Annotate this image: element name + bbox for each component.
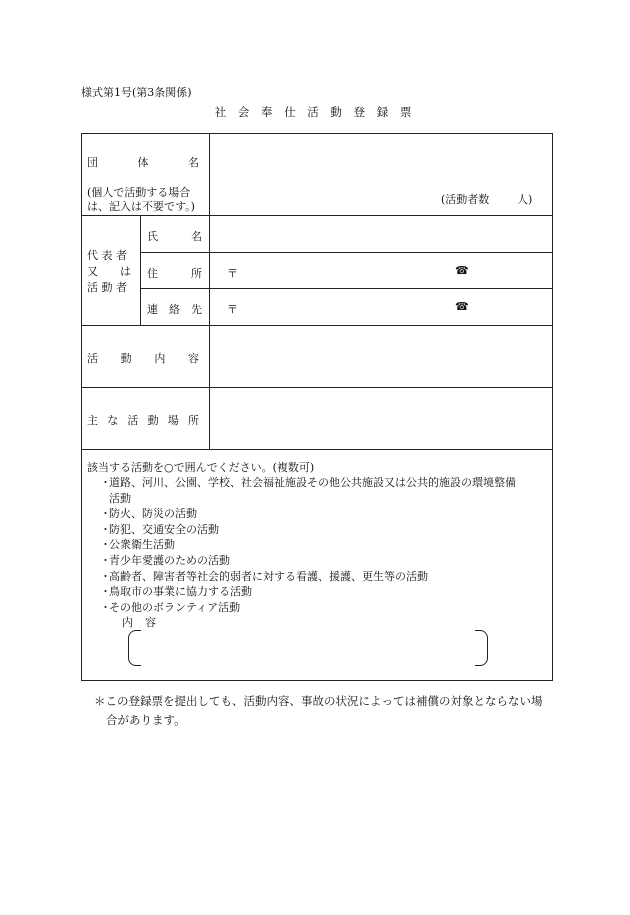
group-name-label: 団 体 名 (87, 156, 199, 169)
activity-content-label: 活 動 内 容 (87, 352, 199, 365)
rule-rep-subcolumn (140, 215, 141, 325)
rep-contact-label: 連 絡 先 (147, 303, 202, 316)
activities-list (100, 475, 516, 615)
postal-mark-contact: 〒 (227, 303, 238, 316)
list-item: ・ 高齢者、障害者等社会的弱者に対する看護、援護、更生等の活動 (100, 569, 428, 583)
rule-address-bottom (140, 288, 553, 289)
member-count-label: (活動者数 (441, 193, 490, 206)
list-item: ・ その他のボランティア活動 (100, 600, 241, 614)
rule-place-bottom (81, 449, 553, 450)
other-content-bracket-right (475, 630, 488, 666)
rep-address-label: 住 所 (147, 267, 202, 280)
member-count-unit: 人) (517, 193, 533, 206)
form-number: 様式第1号(第3条関係) (81, 86, 192, 99)
group-hint-line1: (個人で活動する場合 (87, 186, 191, 199)
list-item: ・ 道路、河川、公園、学校、社会福祉施設その他公共施設又は公共的施設の環境整備 (100, 476, 516, 489)
group-hint-line2: は、記入は不要です。) (87, 200, 195, 213)
footnote-line2: 合があります。 (106, 713, 186, 727)
rule-label-column (209, 133, 210, 449)
list-item: ・ 鳥取市の事業に協力する活動 (100, 585, 252, 599)
activities-instruction: 該当する活動を○で囲んでください。(複数可) (87, 461, 315, 474)
rule-content-bottom (81, 387, 553, 388)
footnote-line1: ＊この登録票を提出しても、活動内容、事故の状況によっては補償の対象とならない場 (94, 694, 543, 708)
phone-icon: ☎ (455, 300, 469, 313)
phone-icon: ☎ (455, 264, 469, 277)
activity-place-label: 主 な 活 動 場 所 (87, 414, 199, 427)
list-item: ・ 公衆衛生活動 (100, 538, 175, 552)
footnote (94, 692, 554, 730)
other-content-label: 内 容 (122, 616, 156, 629)
list-item: ・ 青少年愛護のための活動 (100, 553, 230, 567)
form-title: 社 会 奉 仕 活 動 登 録 票 (214, 105, 416, 119)
rule-group-bottom (81, 215, 553, 216)
list-item: ・ 防火、防災の活動 (100, 507, 197, 521)
other-content-bracket-left (128, 630, 141, 666)
rep-side-line3: 活 動 者 (87, 281, 127, 294)
list-item: ・ 防犯、交通安全の活動 (100, 522, 219, 536)
rule-name-bottom (140, 252, 553, 253)
rule-rep-bottom (81, 325, 553, 326)
postal-mark-address: 〒 (227, 267, 238, 280)
rep-side-line1: 代 表 者 (87, 249, 127, 262)
rep-name-label: 氏 名 (147, 230, 202, 243)
list-item-continuation: 活動 (109, 491, 131, 505)
rep-side-line2: 又 は (87, 265, 131, 278)
